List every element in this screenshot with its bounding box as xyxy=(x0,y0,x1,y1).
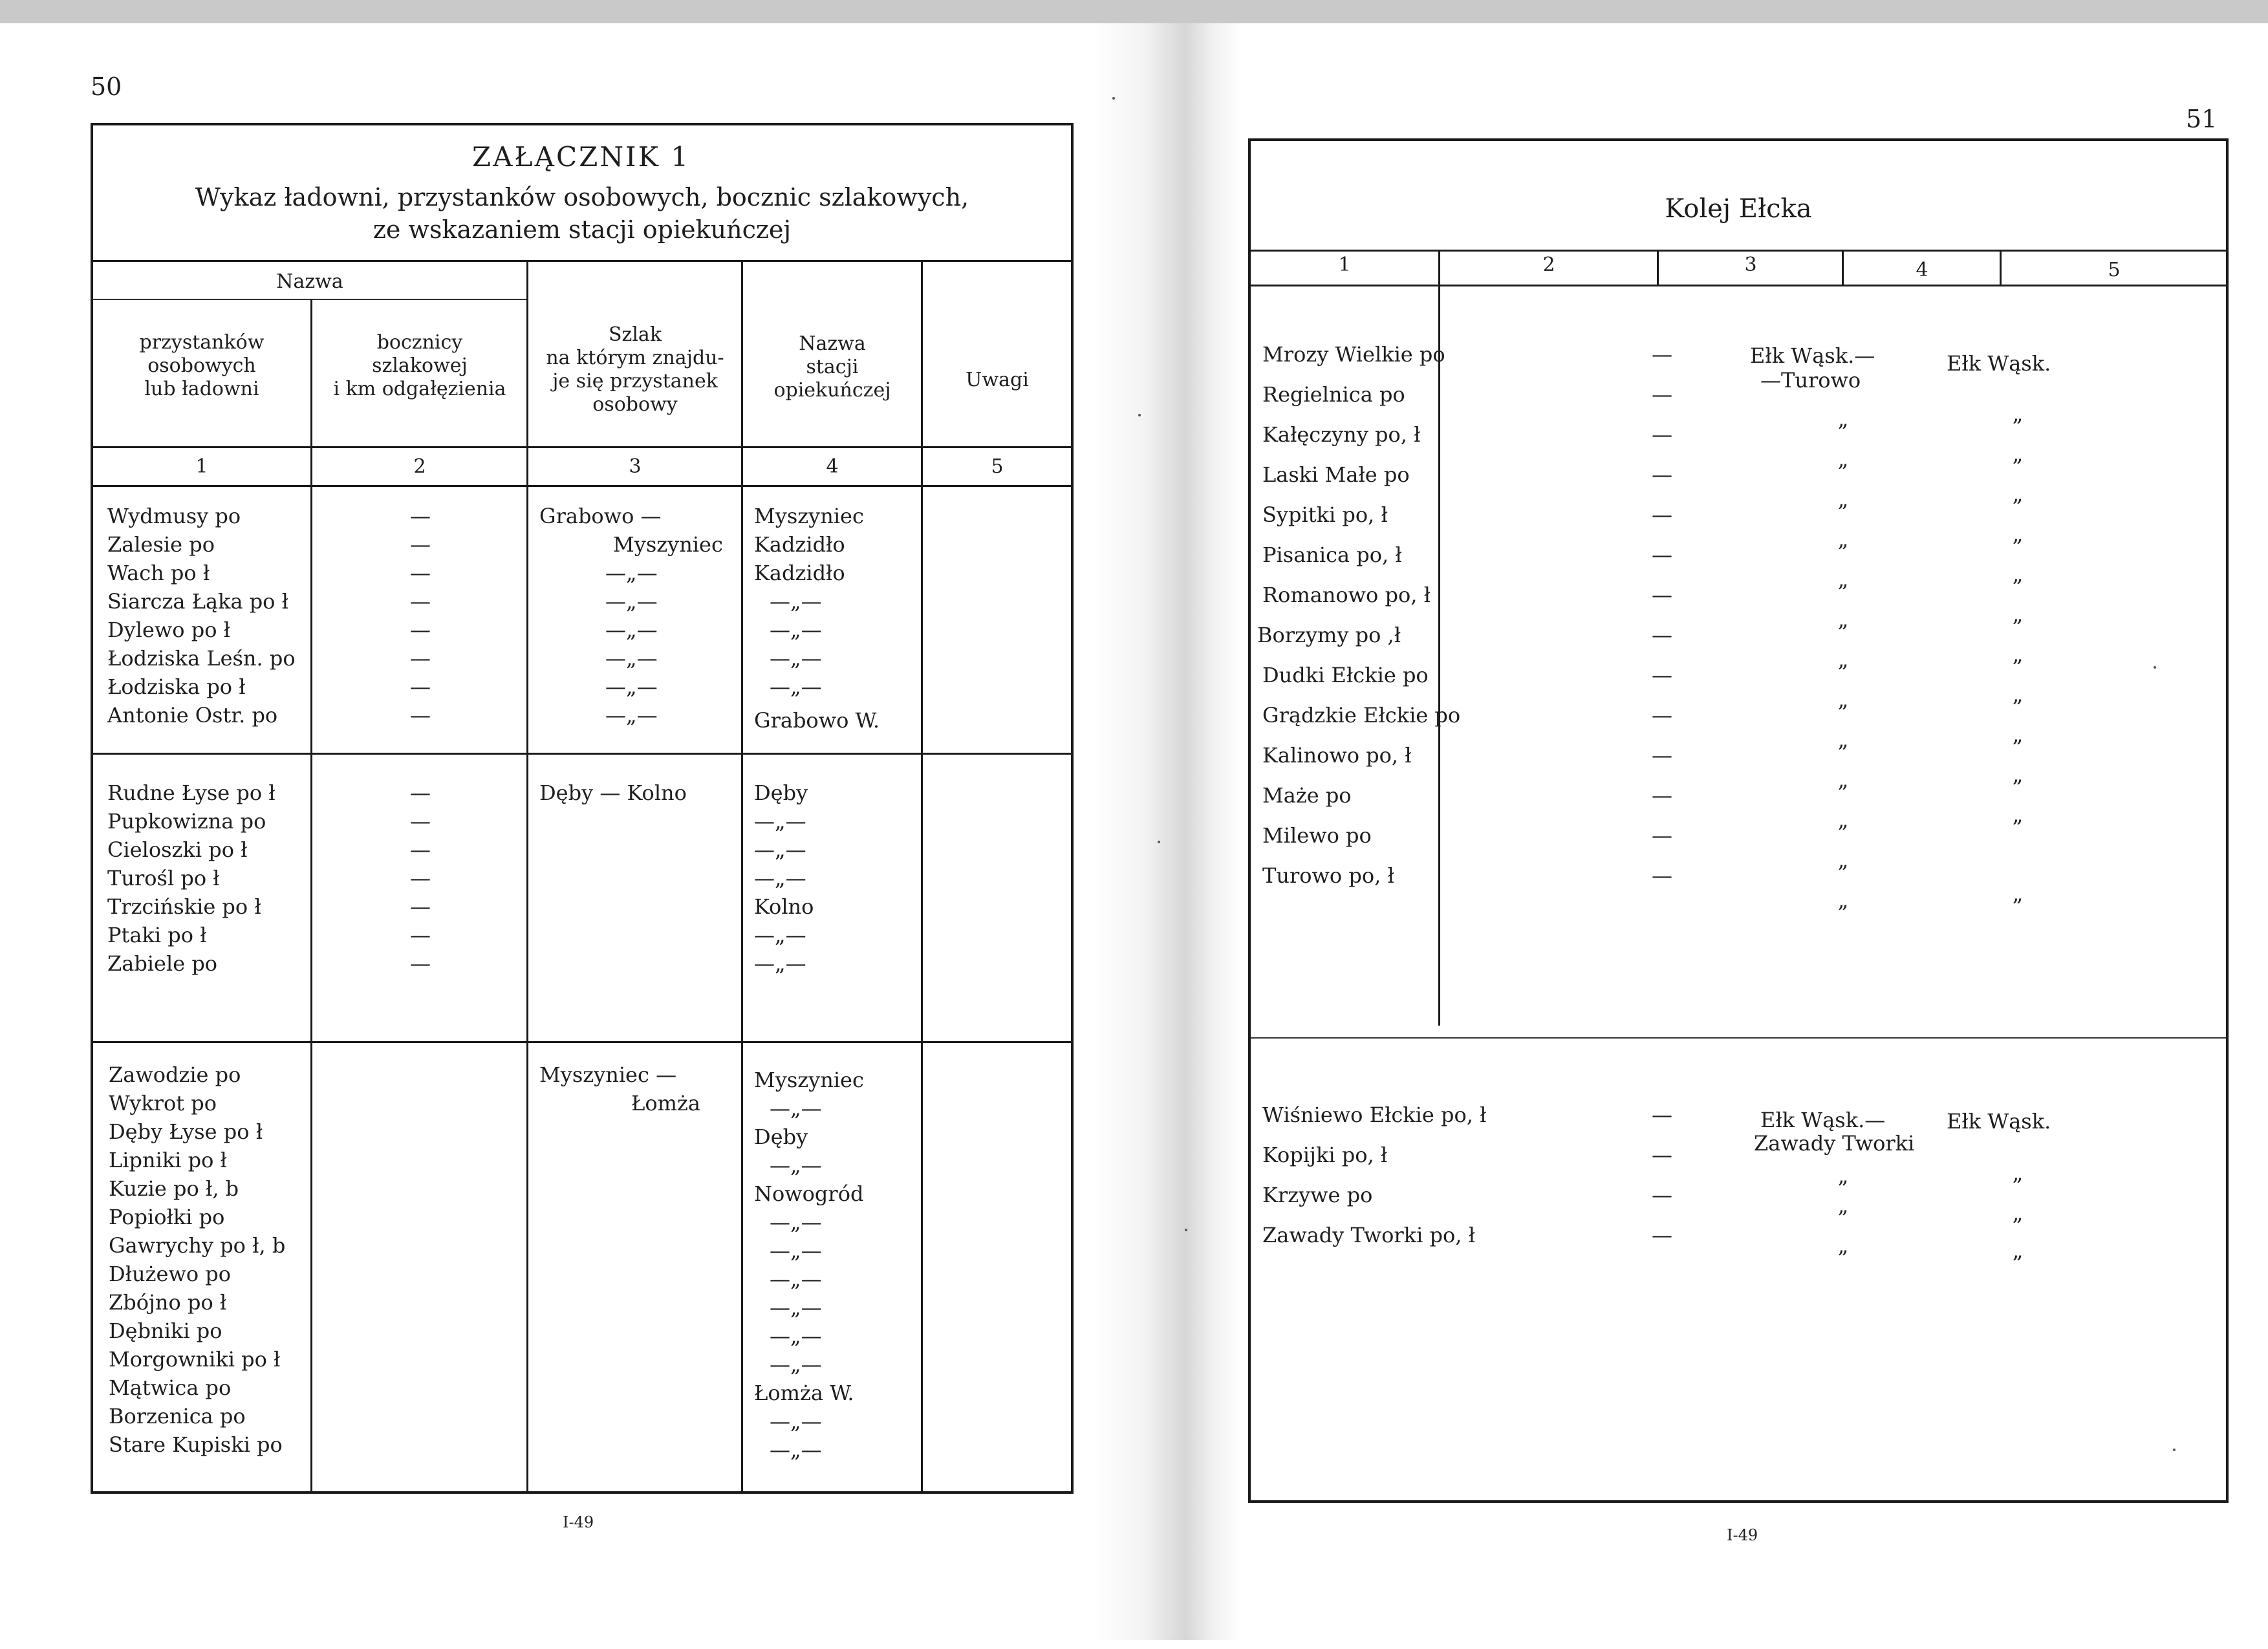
siding-dash: — xyxy=(410,504,431,528)
col-number-4: 4 xyxy=(826,455,839,478)
station-ditto: „ xyxy=(2012,482,2024,506)
right-page xyxy=(1203,0,2268,1649)
stop-name: Borzenica po xyxy=(109,1404,246,1428)
station-ditto: —„— xyxy=(770,1324,822,1348)
station-name: Myszyniec xyxy=(754,504,864,528)
station-ditto: —„— xyxy=(754,866,806,890)
stop-name: Maże po xyxy=(1262,783,1352,808)
route-ditto: —„— xyxy=(605,674,658,699)
stop-name: Borzymy po ,ł xyxy=(1257,623,1401,647)
stop-name: Rudne Łyse po ł xyxy=(107,781,275,805)
siding-dash: — xyxy=(410,561,431,585)
stop-name: Turowo po, ł xyxy=(1262,863,1394,888)
col-number-4: 4 xyxy=(1916,259,1928,281)
route-ditto: —„— xyxy=(605,589,658,614)
station-ditto: „ xyxy=(2012,722,2024,747)
stop-name: Dudki Ełckie po xyxy=(1262,663,1429,687)
station-ditto: —„— xyxy=(770,1267,822,1291)
siding-dash: — xyxy=(1652,382,1672,407)
route-ditto: „ xyxy=(1837,848,1849,872)
station-ditto: „ xyxy=(2012,442,2024,466)
siding-dash: — xyxy=(410,532,431,557)
col-number-5: 5 xyxy=(991,455,1004,478)
stop-name: Turośl po ł xyxy=(107,866,220,890)
col-divider-4 xyxy=(2000,250,2002,286)
route-ditto: „ xyxy=(1837,647,1849,672)
route-ditto: „ xyxy=(1837,407,1849,431)
scan-speck xyxy=(1112,97,1115,100)
siding-dash: — xyxy=(410,894,431,919)
siding-dash: — xyxy=(1652,1223,1672,1247)
stop-name: Krzywe po xyxy=(1262,1183,1373,1207)
group-header-nazwa: Nazwa xyxy=(276,270,343,293)
section-divider xyxy=(1251,1037,2226,1039)
annex-subtitle-1: Wykaz ładowni, przystanków osobowych, bocznic szlakowych, xyxy=(195,183,969,211)
col-number-1: 1 xyxy=(1338,253,1351,276)
route-text: Łomża xyxy=(631,1091,700,1116)
scan-speck xyxy=(2173,1449,2176,1451)
stop-name: Ptaki po ł xyxy=(107,923,207,947)
siding-dash: — xyxy=(410,674,431,699)
route-ditto: —„— xyxy=(605,703,658,727)
stop-name: Lipniki po ł xyxy=(109,1148,227,1172)
route-text: Ełk Wąsk.— xyxy=(1750,343,1875,368)
stop-name: Siarcza Łąka po ł xyxy=(107,589,288,614)
stop-name: Wach po ł xyxy=(107,561,210,585)
route-ditto: „ xyxy=(1837,567,1849,592)
siding-dash: — xyxy=(410,646,431,671)
siding-dash: — xyxy=(410,866,431,890)
stop-name: Dęby Łyse po ł xyxy=(109,1119,263,1144)
station-ditto: —„— xyxy=(770,589,822,614)
stop-name: Milewo po xyxy=(1262,823,1372,848)
col-header-1: przystanków osobowych lub ładowni xyxy=(139,331,265,400)
stop-name: Stare Kupiski po xyxy=(109,1432,283,1457)
page-number-right: 51 xyxy=(2186,105,2218,133)
col-number-top-rule xyxy=(1251,250,2226,252)
siding-dash: — xyxy=(410,781,431,805)
route-ditto: „ xyxy=(1837,607,1849,632)
col-header-3: Szlak na którym znajdu- je się przystanek osobowy xyxy=(546,323,724,416)
siding-dash: — xyxy=(410,589,431,614)
siding-dash: — xyxy=(1652,502,1672,527)
stop-name: Sypitki po, ł xyxy=(1262,502,1388,527)
station-ditto: —„— xyxy=(770,1096,822,1121)
col-divider-3 xyxy=(1842,250,1844,286)
route-ditto: „ xyxy=(1837,447,1849,471)
siding-dash: — xyxy=(1652,863,1672,888)
stop-name: Wiśniewo Ełckie po, ł xyxy=(1262,1103,1487,1127)
col-header-4: Nazwa stacji opiekuńczej xyxy=(773,332,891,402)
route-text: Ełk Wąsk.— xyxy=(1760,1108,1886,1132)
stop-name: Popiołki po xyxy=(109,1205,225,1229)
station-ditto: —„— xyxy=(770,1295,822,1320)
siding-dash: — xyxy=(1652,583,1672,607)
scan-speck xyxy=(1138,414,1141,416)
siding-dash: — xyxy=(1652,623,1672,647)
route-ditto: —„— xyxy=(605,561,658,585)
siding-dash: — xyxy=(1652,1103,1672,1127)
siding-dash: — xyxy=(1652,543,1672,567)
stop-name: Regielnica po xyxy=(1262,382,1405,407)
route-ditto: „ xyxy=(1837,527,1849,552)
siding-dash: — xyxy=(1652,422,1672,447)
stop-name: Dłużewo po xyxy=(109,1262,232,1286)
col-divider-2 xyxy=(1657,250,1659,286)
col-number-2: 2 xyxy=(413,455,426,478)
route-text: Myszyniec xyxy=(613,532,723,557)
station-ditto: „ xyxy=(2012,402,2024,426)
station-ditto: —„— xyxy=(770,674,822,699)
station-ditto: —„— xyxy=(770,1438,822,1462)
group-header-rule xyxy=(93,299,526,300)
station-name: Ełk Wąsk. xyxy=(1947,1109,2051,1134)
siding-dash: — xyxy=(410,618,431,642)
station-ditto: —„— xyxy=(770,1210,822,1234)
siding-dash: — xyxy=(1652,743,1672,768)
siding-dash: — xyxy=(1652,462,1672,487)
col-divider-1 xyxy=(310,299,312,1493)
station-name: Kadzidło xyxy=(754,561,845,585)
route-ditto: —„— xyxy=(605,646,658,671)
station-ditto: „ xyxy=(2012,642,2024,667)
route-ditto: „ xyxy=(1837,888,1849,912)
station-name: Dęby xyxy=(754,781,808,805)
stop-name: Łodziska po ł xyxy=(107,674,246,699)
annex-subtitle-2: ze wskazaniem stacji opiekuńczej xyxy=(373,215,792,244)
station-ditto: —„— xyxy=(754,923,806,947)
station-name: Kadzidło xyxy=(754,532,845,557)
station-ditto: —„— xyxy=(754,951,806,976)
stop-name: Wykrot po xyxy=(109,1091,217,1116)
siding-dash: — xyxy=(1652,342,1672,367)
col-number-5: 5 xyxy=(2108,259,2121,281)
route-ditto: „ xyxy=(1837,808,1849,832)
station-ditto: „ xyxy=(2012,803,2024,827)
stop-name: Morgowniki po ł xyxy=(109,1347,281,1372)
station-ditto: —„— xyxy=(754,809,806,834)
header-bottom-rule xyxy=(1251,285,2226,286)
station-ditto: „ xyxy=(2012,1161,2024,1185)
stop-name: Wydmusy po xyxy=(107,504,241,528)
stop-name: Zbójno po ł xyxy=(109,1290,227,1315)
siding-dash: — xyxy=(410,703,431,727)
siding-dash: — xyxy=(1652,783,1672,808)
section-divider-2 xyxy=(93,1041,1071,1043)
station-ditto: „ xyxy=(2012,682,2024,707)
station-ditto: —„— xyxy=(770,1153,822,1178)
header-bottom-rule xyxy=(93,485,1071,487)
route-text: Myszyniec — xyxy=(539,1062,677,1087)
station-name: Myszyniec xyxy=(754,1068,864,1092)
route-text: Dęby — Kolno xyxy=(539,781,687,805)
stop-name: Łodziska Leśn. po xyxy=(107,646,296,671)
station-ditto: „ xyxy=(2012,602,2024,627)
station-ditto: —„— xyxy=(770,1409,822,1434)
stop-name: Kałęczyny po, ł xyxy=(1262,422,1421,447)
siding-dash: — xyxy=(410,923,431,947)
stop-name: Dębniki po xyxy=(109,1319,222,1343)
stop-name: Kopijki po, ł xyxy=(1262,1143,1388,1167)
stop-name: Zawady Tworki po, ł xyxy=(1262,1223,1475,1247)
siding-dash: — xyxy=(1652,703,1672,727)
station-name: Kolno xyxy=(754,894,814,919)
route-ditto: „ xyxy=(1837,768,1849,792)
railway-title: Kolej Ełcka xyxy=(1665,194,1812,224)
col-number-3: 3 xyxy=(629,455,642,478)
station-ditto: —„— xyxy=(770,618,822,642)
station-name: Grabowo W. xyxy=(754,708,880,733)
station-ditto: „ xyxy=(2012,562,2024,587)
header-top-rule xyxy=(93,260,1071,262)
siding-dash: — xyxy=(1652,1143,1672,1167)
col-header-5: Uwagi xyxy=(966,369,1029,391)
col-divider-3 xyxy=(741,260,743,1493)
col-number-3: 3 xyxy=(1744,253,1757,276)
station-ditto: „ xyxy=(2012,1201,2024,1225)
siding-dash: — xyxy=(1652,1183,1672,1207)
section-divider-1 xyxy=(93,753,1071,755)
col-divider-4 xyxy=(921,260,923,1493)
print-code-right: I-49 xyxy=(1727,1526,1758,1544)
station-name: Ełk Wąsk. xyxy=(1947,351,2051,376)
col-number-1: 1 xyxy=(195,455,208,478)
station-ditto: „ xyxy=(2012,881,2024,906)
station-ditto: —„— xyxy=(770,1352,822,1377)
siding-dash: — xyxy=(410,837,431,862)
stop-name: Kuzie po ł, b xyxy=(109,1176,239,1201)
stop-name: Grądzkie Ełckie po xyxy=(1262,703,1461,727)
annex-title: ZAŁĄCZNIK 1 xyxy=(472,141,691,173)
stop-name: Dylewo po ł xyxy=(107,618,231,642)
siding-dash: — xyxy=(410,809,431,834)
route-ditto: „ xyxy=(1837,1163,1849,1188)
route-text: Grabowo — xyxy=(539,504,662,528)
route-ditto: „ xyxy=(1837,727,1849,752)
stop-name: Zawodzie po xyxy=(109,1062,241,1087)
route-ditto: „ xyxy=(1837,1233,1849,1258)
route-text: —Turowo xyxy=(1760,368,1861,393)
stop-name: Kalinowo po, ł xyxy=(1262,743,1412,768)
print-code-left: I-49 xyxy=(563,1513,594,1531)
stop-name: Gawrychy po ł, b xyxy=(109,1233,286,1258)
stop-name: Antonie Ostr. po xyxy=(107,703,278,727)
stop-name: Mątwica po xyxy=(109,1375,232,1400)
siding-dash: — xyxy=(1652,823,1672,848)
station-ditto: —„— xyxy=(770,646,822,671)
station-ditto: —„— xyxy=(754,837,806,862)
page-number-left: 50 xyxy=(91,72,122,101)
station-ditto: „ xyxy=(2012,1238,2024,1263)
station-ditto: „ xyxy=(2012,522,2024,546)
col-header-2: bocznicy szlakowej i km odgałęzienia xyxy=(333,331,506,400)
station-ditto: —„— xyxy=(770,1238,822,1263)
col-divider-2 xyxy=(526,260,528,1493)
stop-name: Romanowo po, ł xyxy=(1262,583,1431,607)
route-text: Zawady Tworki xyxy=(1754,1131,1915,1156)
stop-name: Zabiele po xyxy=(107,951,218,976)
station-name: Łomża W. xyxy=(754,1381,854,1405)
stop-name: Laski Małe po xyxy=(1262,462,1410,487)
scan-speck xyxy=(1185,1229,1187,1231)
siding-dash: — xyxy=(1652,663,1672,687)
stop-name: Zalesie po xyxy=(107,532,215,557)
stop-name: Trzcińskie po ł xyxy=(107,894,261,919)
route-ditto: —„— xyxy=(605,618,658,642)
scan-speck xyxy=(2154,666,2156,669)
stop-name: Pupkowizna po xyxy=(107,809,266,834)
station-name: Dęby xyxy=(754,1125,808,1149)
col-number-2: 2 xyxy=(1542,253,1555,276)
station-ditto: „ xyxy=(2012,762,2024,787)
scan-speck xyxy=(1158,841,1160,843)
route-ditto: „ xyxy=(1837,487,1849,512)
station-name: Nowogród xyxy=(754,1181,864,1206)
stop-name: Cieloszki po ł xyxy=(107,837,248,862)
route-ditto: „ xyxy=(1837,1193,1849,1218)
route-ditto: „ xyxy=(1837,687,1849,712)
stop-name: Mrozy Wielkie po xyxy=(1262,342,1445,367)
siding-dash: — xyxy=(410,951,431,976)
stop-name: Pisanica po, ł xyxy=(1262,543,1402,567)
col-number-top-rule xyxy=(93,446,1071,448)
